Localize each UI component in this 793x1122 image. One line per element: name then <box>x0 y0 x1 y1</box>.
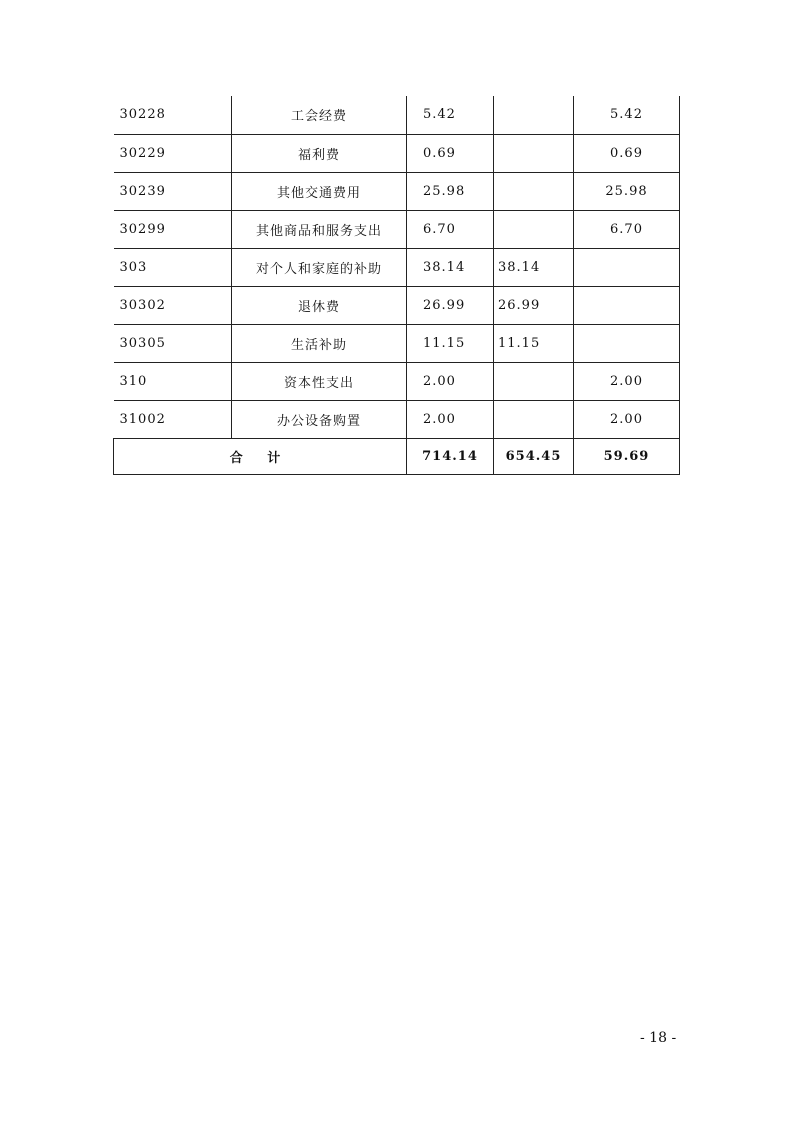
row-total: 26.99 <box>407 286 494 324</box>
row-project: 2.00 <box>574 400 680 438</box>
row-total: 11.15 <box>407 324 494 362</box>
row-name: 资本性支出 <box>232 362 407 400</box>
row-total: 6.70 <box>407 210 494 248</box>
budget-table-container <box>113 96 679 475</box>
table-row <box>114 286 680 324</box>
row-project: 0.69 <box>574 134 680 172</box>
row-name: 福利费 <box>232 134 407 172</box>
total-project: 59.69 <box>574 438 680 474</box>
row-project: 2.00 <box>574 362 680 400</box>
expenditure-table <box>113 96 680 475</box>
row-name: 工会经费 <box>232 96 407 134</box>
table-row <box>114 172 680 210</box>
table-row <box>114 362 680 400</box>
total-amount: 714.14 <box>407 438 494 474</box>
row-project: 25.98 <box>574 172 680 210</box>
row-total: 2.00 <box>407 362 494 400</box>
row-project <box>574 324 680 362</box>
row-name: 其他商品和服务支出 <box>232 210 407 248</box>
row-basic: 11.15 <box>494 324 574 362</box>
row-project: 5.42 <box>574 96 680 134</box>
row-basic <box>494 210 574 248</box>
row-project <box>574 286 680 324</box>
row-basic <box>494 400 574 438</box>
row-name: 其他交通费用 <box>232 172 407 210</box>
table-row <box>114 96 680 134</box>
row-total: 25.98 <box>407 172 494 210</box>
row-code: 30228 <box>114 96 232 134</box>
row-basic <box>494 172 574 210</box>
table-row <box>114 324 680 362</box>
table-row <box>114 248 680 286</box>
total-row <box>114 438 680 474</box>
page-number: - 18 - <box>640 1030 677 1046</box>
row-name: 生活补助 <box>232 324 407 362</box>
row-code: 30299 <box>114 210 232 248</box>
row-code: 310 <box>114 362 232 400</box>
row-total: 38.14 <box>407 248 494 286</box>
row-code: 30305 <box>114 324 232 362</box>
row-code: 31002 <box>114 400 232 438</box>
total-label: 合 计 <box>114 438 407 474</box>
row-code: 303 <box>114 248 232 286</box>
table-row <box>114 400 680 438</box>
row-project: 6.70 <box>574 210 680 248</box>
row-code: 30239 <box>114 172 232 210</box>
row-basic <box>494 362 574 400</box>
row-basic <box>494 134 574 172</box>
row-name: 办公设备购置 <box>232 400 407 438</box>
row-total: 2.00 <box>407 400 494 438</box>
row-name: 对个人和家庭的补助 <box>232 248 407 286</box>
row-code: 30302 <box>114 286 232 324</box>
row-project <box>574 248 680 286</box>
table-row <box>114 134 680 172</box>
table-row <box>114 210 680 248</box>
total-basic: 654.45 <box>494 438 574 474</box>
row-basic: 38.14 <box>494 248 574 286</box>
row-basic <box>494 96 574 134</box>
row-code: 30229 <box>114 134 232 172</box>
row-basic: 26.99 <box>494 286 574 324</box>
row-name: 退休费 <box>232 286 407 324</box>
row-total: 5.42 <box>407 96 494 134</box>
row-total: 0.69 <box>407 134 494 172</box>
